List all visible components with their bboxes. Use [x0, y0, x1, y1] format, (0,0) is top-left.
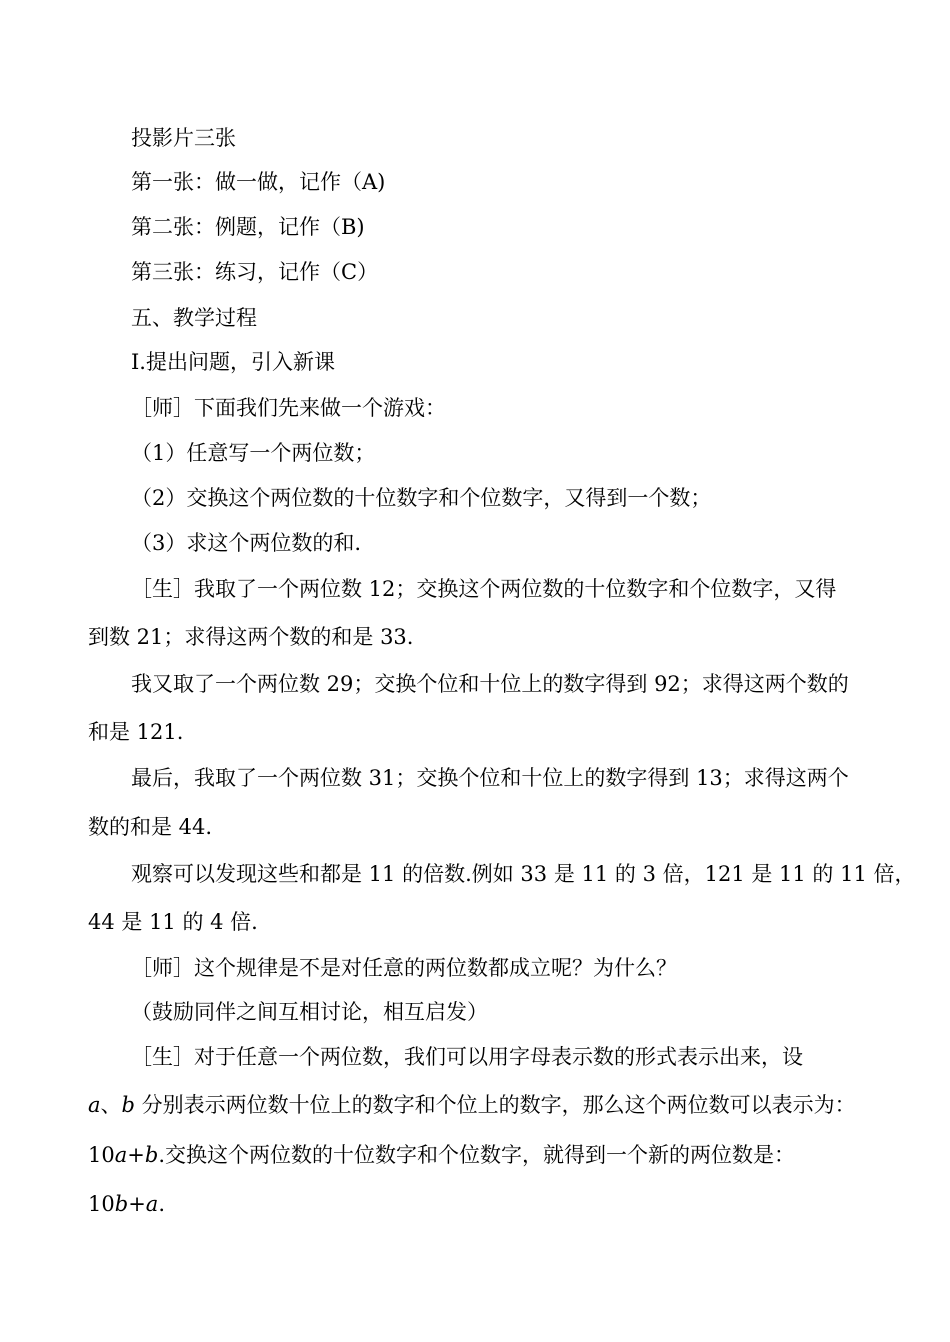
text-line: （3）求这个两位数的和. — [131, 531, 362, 555]
formula-line — [88, 1192, 165, 1216]
text-line: （2）交换这个两位数的十位数字和个位数字，又得到一个数； — [131, 486, 712, 510]
text-line: 44 是 11 的 4 倍. — [88, 910, 258, 934]
text-span: + — [128, 1192, 146, 1216]
text-line — [88, 1093, 856, 1117]
text-line: 最后，我取了一个两位数 31；交换个位和十位上的数字得到 13；求得这两个 — [131, 766, 849, 790]
variable-b: b — [144, 1143, 159, 1167]
section-heading: 五、教学过程 — [131, 306, 257, 330]
text-span: 10 — [88, 1192, 115, 1216]
text-span: . — [158, 1192, 166, 1216]
text-line: 数的和是 44. — [88, 815, 213, 839]
text-line: ［师］这个规律是不是对任意的两位数都成立呢？为什么？ — [131, 956, 677, 980]
variable-b: b — [114, 1192, 129, 1216]
text-span: 、 — [100, 1093, 122, 1117]
variable-a: a — [114, 1143, 128, 1167]
text-line: ［生］我取了一个两位数 12；交换这个两位数的十位数字和个位数字，又得 — [131, 577, 837, 601]
text-line: 第三张：练习，记作（C） — [131, 260, 379, 284]
text-line: 到数 21；求得这两个数的和是 33. — [88, 625, 414, 649]
subsection-heading: Ⅰ.提出问题，引入新课 — [131, 350, 335, 374]
text-span: .交换这个两位数的十位数字和个位数字，就得到一个新的两位数是： — [158, 1143, 796, 1167]
text-line: 第一张：做一做，记作（A) — [131, 170, 386, 194]
text-line: 投影片三张 — [131, 126, 236, 150]
text-line: （鼓励同伴之间互相讨论，相互启发） — [131, 1000, 488, 1024]
variable-a: a — [145, 1192, 159, 1216]
text-line: 和是 121. — [88, 720, 184, 744]
text-line: 第二张：例题，记作（B) — [131, 215, 365, 239]
text-line: （1）任意写一个两位数； — [131, 441, 376, 465]
text-line: ［师］下面我们先来做一个游戏： — [131, 396, 446, 420]
variable-a: a — [88, 1093, 101, 1117]
text-span: 分别表示两位数十位上的数字和个位上的数字，那么这个两位数可以表示为： — [134, 1093, 856, 1117]
text-line: ［生］对于任意一个两位数，我们可以用字母表示数的形式表示出来，设 — [131, 1045, 803, 1069]
text-span: + — [127, 1143, 145, 1167]
variable-b: b — [121, 1093, 135, 1117]
text-line: 观察可以发现这些和都是 11 的倍数.例如 33 是 11 的 3 倍，121 是 11 的 11 倍， — [131, 862, 916, 886]
text-line: 我又取了一个两位数 29；交换个位和十位上的数字得到 92；求得这两个数的 — [131, 672, 849, 696]
text-line — [88, 1143, 795, 1167]
text-span: 10 — [88, 1143, 115, 1167]
